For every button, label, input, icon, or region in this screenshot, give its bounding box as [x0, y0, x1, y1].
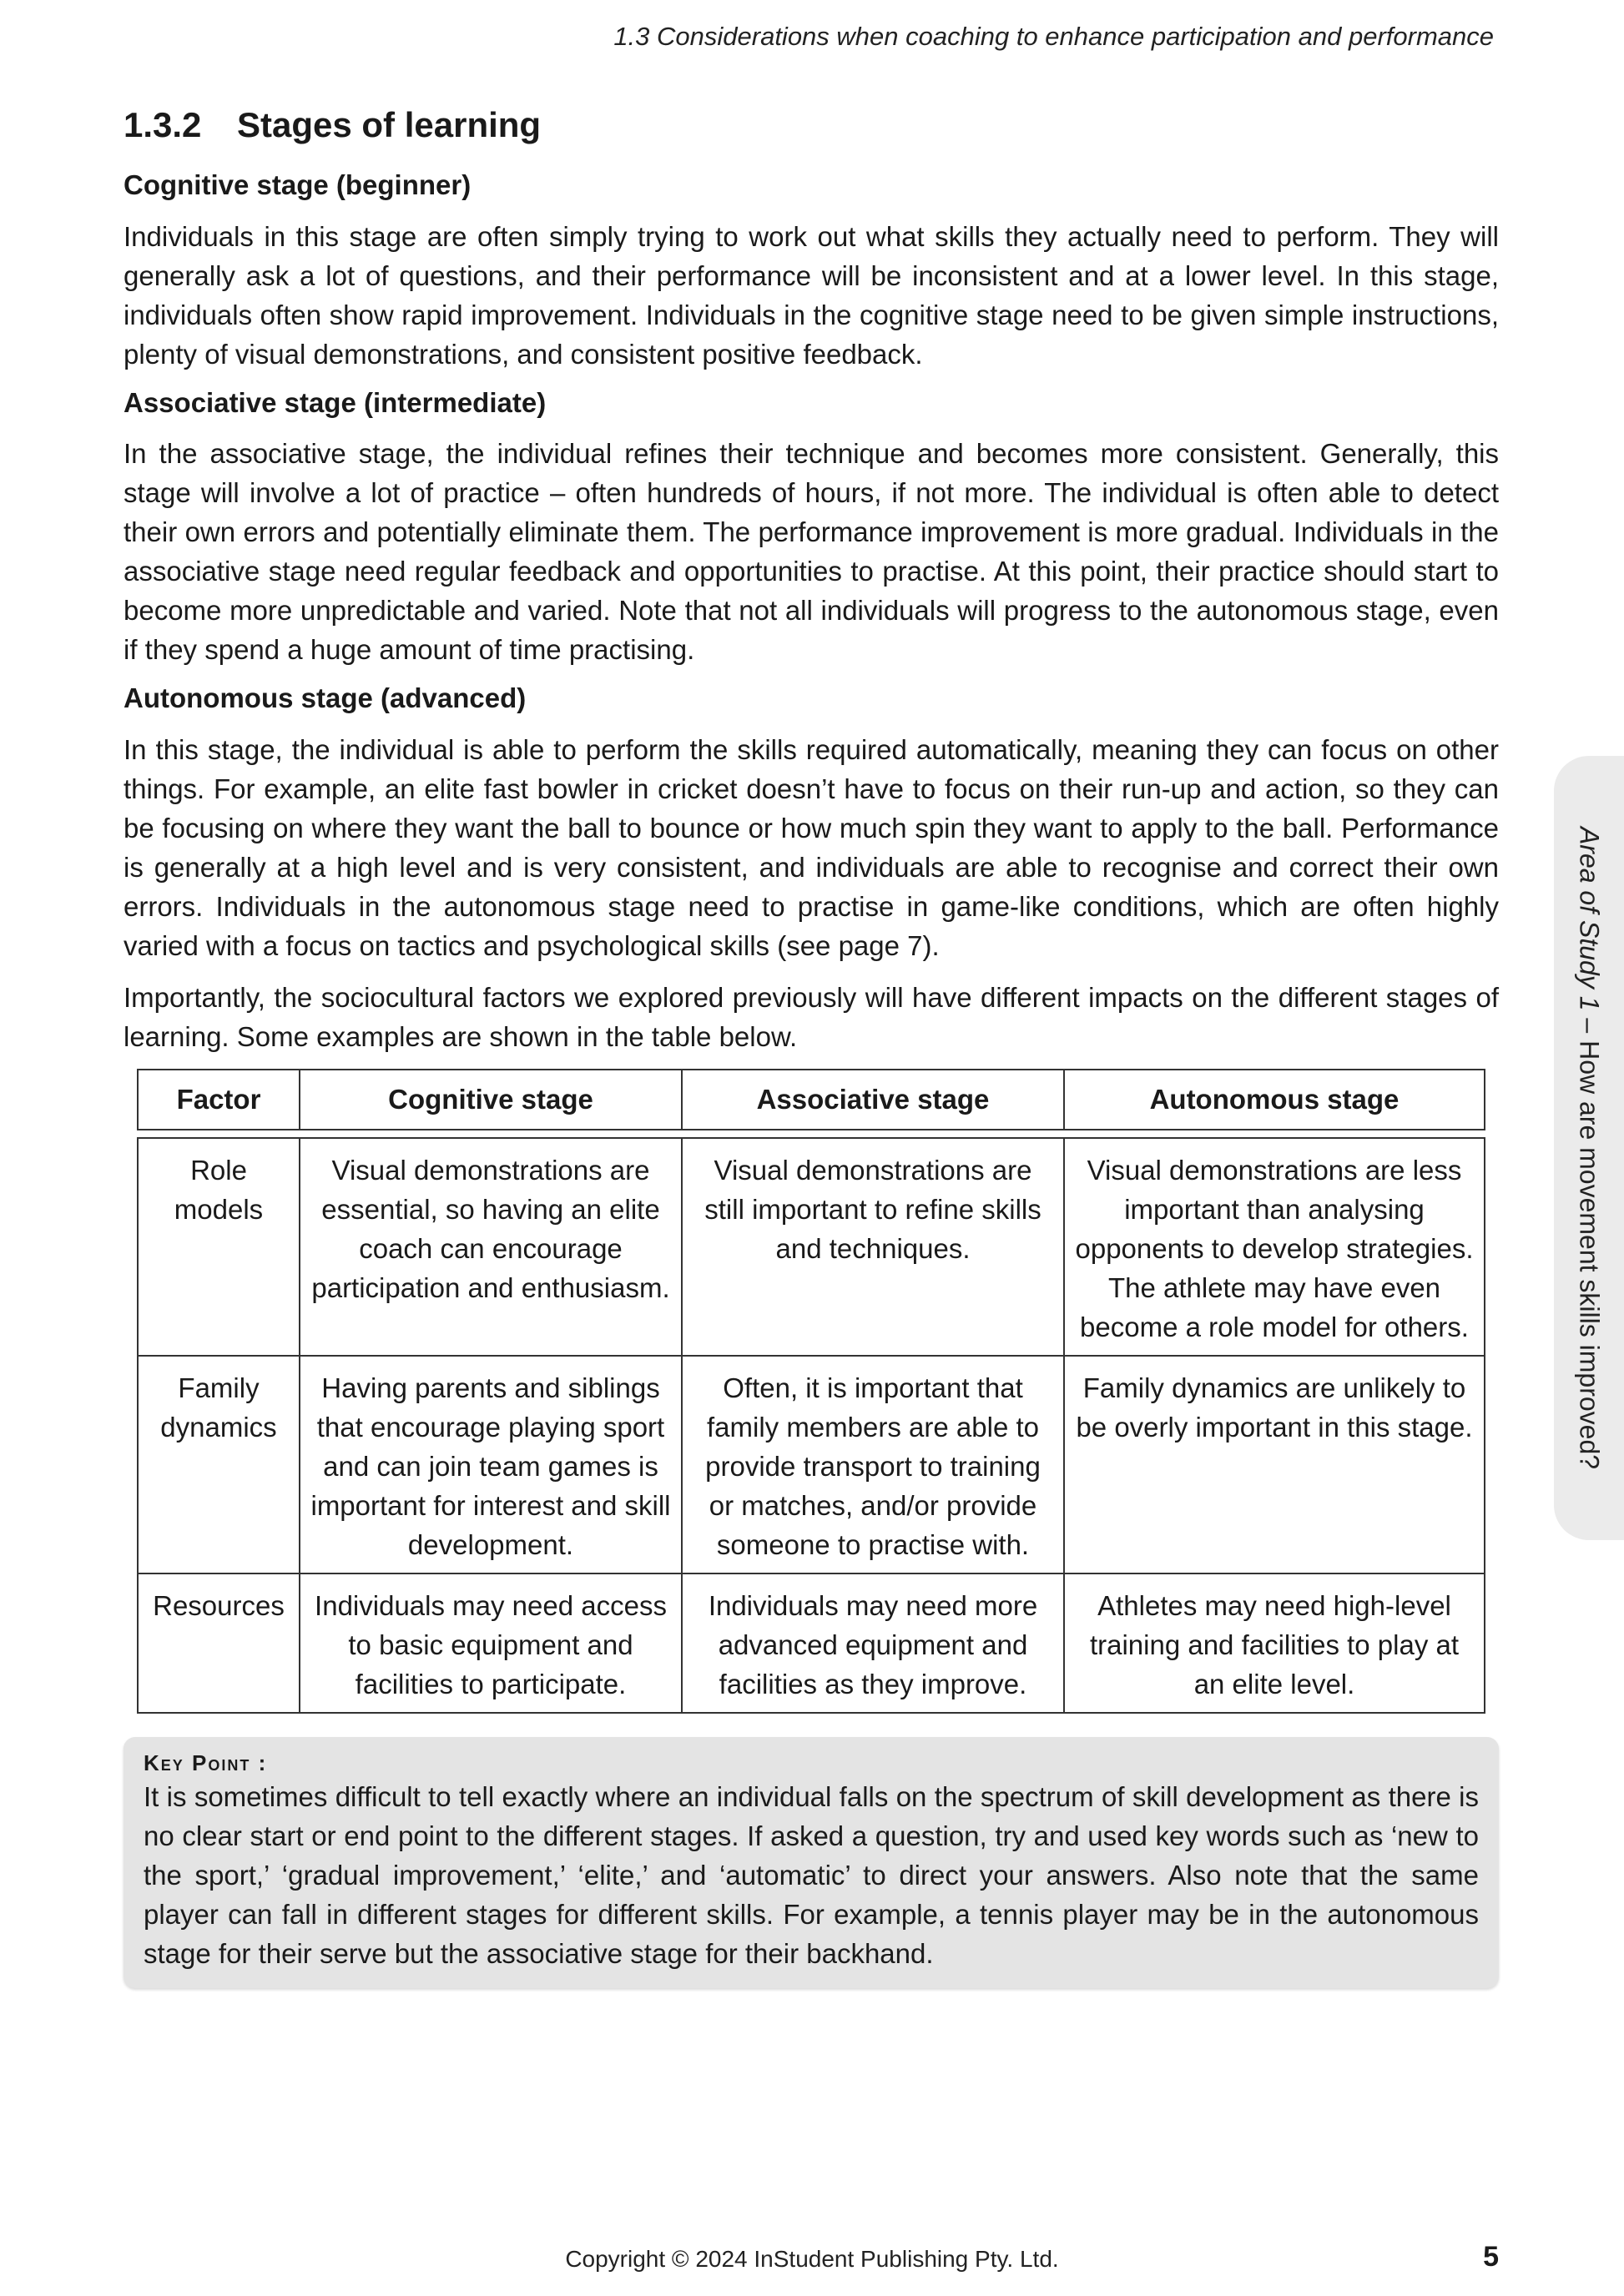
page-number: 5 — [1483, 2241, 1499, 2273]
cognitive-stage-paragraph: Individuals in this stage are often simply trying to work out what skills they actually need to perform. They will generally ask a lot of questions, and their performance will be inconsistent and at a lower level. In this stage, individuals often show rapid improvement. Individuals in the cognitive stage need to be given simple instructions, plenty of visual demonstrations, and consistent positive feedback. — [124, 220, 1499, 370]
header-associative: Associative stage — [683, 1069, 1065, 1130]
main-content — [124, 105, 1499, 1988]
side-tab-label — [1574, 756, 1605, 1540]
factor-cell: Resources — [137, 1574, 300, 1714]
header-cognitive: Cognitive stage — [300, 1069, 683, 1130]
sociocultural-factors-table — [137, 1069, 1485, 1714]
table-row — [137, 1357, 1485, 1574]
associative-stage-heading: Associative stage (intermediate) — [124, 386, 547, 418]
section-number: 1.3.2 — [124, 105, 202, 144]
table-spacer-cell — [137, 1130, 1485, 1137]
table-header-row — [137, 1069, 1485, 1130]
section-heading — [124, 105, 1499, 145]
side-tab-question: How are movement skills improved? — [1574, 1040, 1605, 1470]
table-cell: Individuals may need more advanced equipment and facilities as they improve. — [683, 1574, 1065, 1714]
cognitive-stage-heading: Cognitive stage (beginner) — [124, 169, 472, 201]
autonomous-stage-heading: Autonomous stage (advanced) — [124, 682, 527, 714]
copyright-footer: Copyright © 2024 InStudent Publishing Pty. Ltd. — [565, 2246, 1059, 2272]
table-cell: Visual demonstrations are still important to refine skills and techniques. — [683, 1137, 1065, 1357]
key-point-text: It is sometimes difficult to tell exactly where an individual falls on the spectrum of skill development as there is no clear start or end point to the different stages. If asked a question, try and used key words such as ‘new to the sport,’ ‘gradual improvement,’ ‘elite,’ and ‘automatic’ to direct your answers. Also note that the same player can fall in different stages for different skills. For example, a tennis player may be in the autonomous stage for their serve but the associative stage for their backhand. — [144, 1781, 1479, 1970]
factor-cell: Family dynamics — [137, 1357, 300, 1574]
running-header: 1.3 Considerations when coaching to enhance participation and performance — [613, 22, 1494, 51]
table-cell: Often, it is important that family members are able to provide transport to training or matches, and/or provide someone to practise with. — [683, 1357, 1065, 1574]
table-cell: Athletes may need high-level training and facilities to play at an elite level. — [1065, 1574, 1485, 1714]
side-tab-area: Area of Study 1 — [1574, 826, 1605, 1011]
table-row — [137, 1137, 1485, 1357]
autonomous-stage-paragraph: In this stage, the individual is able to perform the skills required automatically, meaning they can focus on other things. For example, an elite fast bowler in cricket doesn’t have to focus on their run-up and action, so they can be focusing on where they want the ball to bounce or how much spin they want to apply to the ball. Performance is generally at a high level and is very consistent, and individuals are able to recognise and correct their own errors. Individuals in the autonomous stage need to practise in game-like conditions, which are often highly varied with a focus on tactics and psychological skills (see page 7). — [124, 734, 1499, 962]
header-autonomous: Autonomous stage — [1065, 1069, 1485, 1130]
key-point-title: Key Point : — [144, 1750, 268, 1776]
table-cell: Having parents and siblings that encourage playing sport and can join team games is important for interest and skill development. — [300, 1357, 683, 1574]
table-spacer — [137, 1130, 1485, 1137]
table-cell: Individuals may need access to basic equipment and facilities to participate. — [300, 1574, 683, 1714]
table-cell: Family dynamics are unlikely to be overly important in this stage. — [1065, 1357, 1485, 1574]
header-factor: Factor — [137, 1069, 300, 1130]
table-cell: Visual demonstrations are less important than analysing opponents to develop strategies. The athlete may have even become a role model for others. — [1065, 1137, 1485, 1357]
factor-cell: Role models — [137, 1137, 300, 1357]
table-row — [137, 1574, 1485, 1714]
section-title: Stages of learning — [237, 105, 542, 144]
table-intro-paragraph: Importantly, the sociocultural factors we explored previously will have different impacts on the different stages of learning. Some examples are shown in the table below. — [124, 982, 1499, 1053]
key-point-box — [124, 1737, 1499, 1988]
table-cell: Visual demonstrations are essential, so having an elite coach can encourage participation and enthusiasm. — [300, 1137, 683, 1357]
associative-stage-paragraph: In the associative stage, the individual refines their technique and becomes more consistent. Generally, this stage will involve a lot of practice – often hundreds of hours, if not more. The individual is often able to detect their own errors and potentially eliminate them. The performance improvement is more gradual. Individuals in the associative stage need regular feedback and opportunities to practise. At this point, their practice should start to become more unpredictable and varied. Note that not all individuals will progress to the autonomous stage, even if they spend a huge amount of time practising. — [124, 438, 1499, 666]
side-tab-separator: – — [1574, 1010, 1605, 1041]
